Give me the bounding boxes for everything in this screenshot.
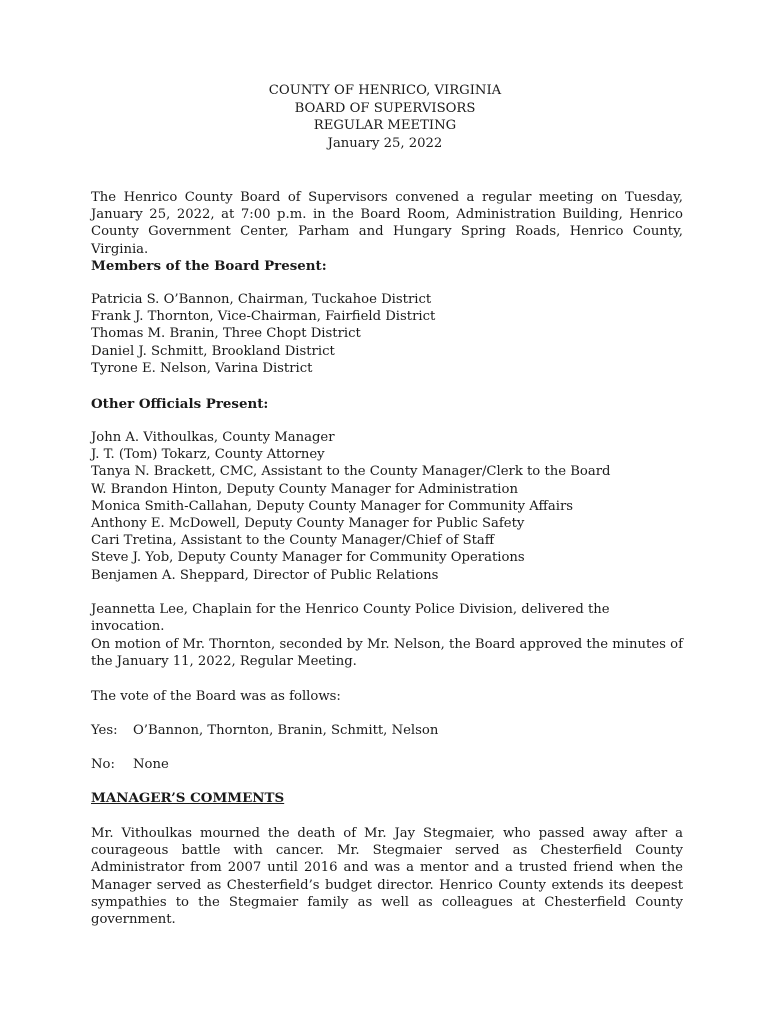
official-item: Anthony E. McDowell, Deputy County Manager for Public Safety (91, 515, 525, 531)
header-board: BOARD OF SUPERVISORS (294, 100, 476, 116)
managers-comments-paragraph: Mr. Vithoulkas mourned the death of Mr. Jay Stegmaier, who passed away after a courageous battle with cancer. Mr. Stegmaier served as Chesterfield County Administrator from 2007 until 2016 and was a mentor and a trusted friend when the Manager served as Chesterfield’s budget director. Henrico County extends its deepest sympathies to the Stegmaier family as well as colleagues at Chesterfield County government. (91, 826, 683, 928)
managers-comments-heading: MANAGER’S COMMENTS (91, 790, 285, 806)
member-item: Patricia S. O’Bannon, Chairman, Tuckahoe District (91, 292, 432, 307)
invocation-paragraph: Jeannetta Lee, Chaplain for the Henrico County Police Division, delivered the invocation. (91, 602, 610, 635)
members-heading: Members of the Board Present: (91, 258, 327, 274)
members-list (91, 291, 691, 377)
officials-heading: Other Officials Present: (91, 396, 269, 412)
official-item: Monica Smith-Callahan, Deputy County Manager for Community Affairs (91, 498, 574, 514)
member-item: Tyrone E. Nelson, Varina District (91, 360, 313, 376)
member-item: Thomas M. Branin, Three Chopt District (91, 326, 361, 342)
intro-paragraph: The Henrico County Board of Supervisors convened a regular meeting on Tuesday, January 25, 2022, at 7:00 p.m. in the Board Room, Administration Building, Henrico County Government Center, Parham and Hungary Spring Roads, Henrico County, Virginia. (91, 190, 683, 257)
vote-yes-row (91, 722, 438, 739)
official-item: Benjamen A. Sheppard, Director of Public Relations (91, 567, 439, 583)
minutes-paragraph: On motion of Mr. Thornton, seconded by Mr. Nelson, the Board approved the minutes of the January 11, 2022, Regular Meeting. (91, 637, 683, 670)
vote-no-value: None (133, 757, 169, 772)
header-date: January 25, 2022 (327, 135, 443, 151)
officials-list (91, 429, 691, 584)
header-county: COUNTY OF HENRICO, VIRGINIA (268, 83, 502, 98)
header-meeting-type: REGULAR MEETING (313, 118, 457, 133)
official-item: Cari Tretina, Assistant to the County Manager/Chief of Staff (91, 533, 495, 549)
vote-intro: The vote of the Board was as follows: (91, 689, 341, 704)
vote-yes-value: O’Bannon, Thornton, Branin, Schmitt, Nelson (133, 723, 439, 738)
official-item: J. T. (Tom) Tokarz, County Attorney (91, 447, 325, 463)
document-header (0, 82, 770, 152)
member-item: Daniel J. Schmitt, Brookland District (91, 343, 335, 359)
official-item: Tanya N. Brackett, CMC, Assistant to the County Manager/Clerk to the Board (91, 464, 611, 480)
official-item: W. Brandon Hinton, Deputy County Manager for Administration (91, 481, 518, 497)
official-item: Steve J. Yob, Deputy County Manager for Community Operations (91, 550, 525, 566)
vote-yes-label: Yes: (91, 723, 118, 738)
member-item: Frank J. Thornton, Vice-Chairman, Fairfield District (91, 309, 436, 325)
vote-no-row (91, 756, 169, 773)
vote-no-label: No: (91, 757, 115, 772)
official-item: John A. Vithoulkas, County Manager (91, 430, 335, 445)
